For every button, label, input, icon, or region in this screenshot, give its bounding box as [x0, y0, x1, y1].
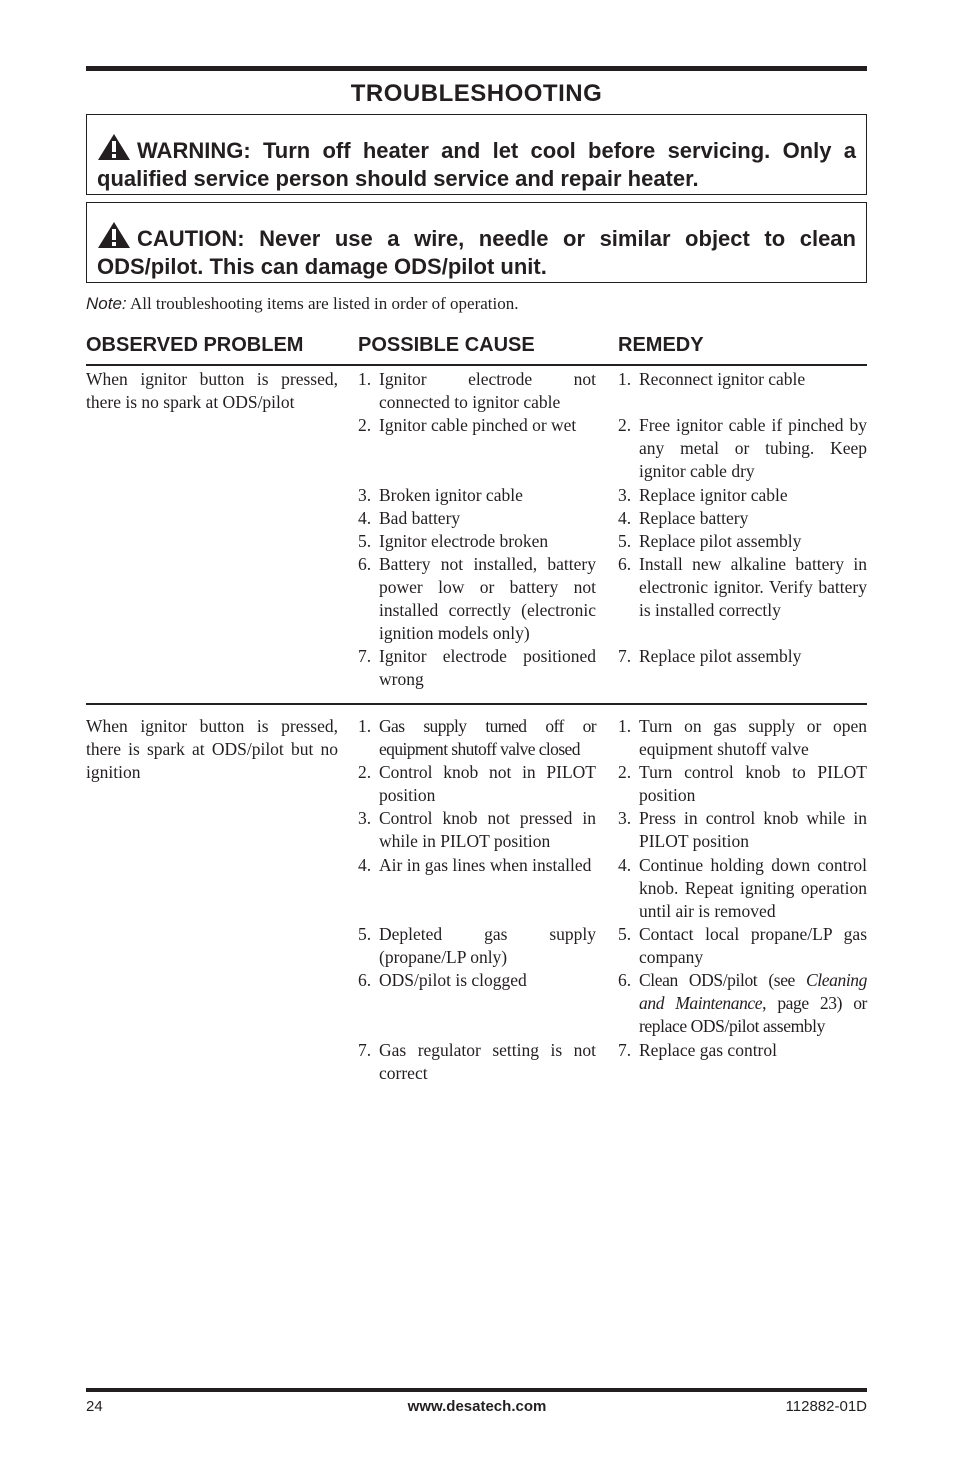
header-observed-problem: OBSERVED PROBLEM: [86, 334, 304, 356]
row-1-remedy-1: 1. Reconnect ignitor cable: [618, 369, 806, 389]
page-title: TROUBLESHOOTING: [350, 80, 603, 107]
row-2-remedy-2: 2. Turn control knob to PILOT position: [618, 762, 867, 805]
row-2-remedy-3: 3. Press in control knob while in PILOT position: [618, 808, 867, 851]
caution-triangle-icon: [97, 221, 131, 249]
top-rule: [86, 66, 867, 71]
note: [86, 294, 519, 314]
row-1-problem: When ignitor button is pressed, there is no spark at ODS/pilot: [86, 369, 338, 412]
row-1-cause-7: 7. Ignitor electrode positioned wrong: [358, 646, 596, 689]
row-1-remedy-2: 2. Free ignitor cable if pinched by any metal or tubing. Keep ignitor cable dry: [618, 415, 867, 481]
row-1-remedy-4: 4. Replace battery: [618, 508, 749, 528]
header-remedy: REMEDY: [618, 334, 704, 356]
row-2-remedy-1: 1. Turn on gas supply or open equipment shutoff valve: [618, 716, 867, 759]
row-1-cause-5: 5. Ignitor electrode broken: [358, 531, 549, 551]
caution-text: Never use a wire, needle or similar object to clean ODS/pilot. This can damage ODS/pilot unit.: [97, 226, 856, 279]
row-1-cause-1: 1. Ignitor electrode not connected to ignitor cable: [358, 369, 596, 412]
website-url: www.desatech.com: [407, 1398, 547, 1415]
warning-text: Turn off heater and let cool before servicing. Only a qualified service person should service and repair heater.: [97, 138, 856, 191]
row-2-remedy-4: 4. Continue holding down control knob. Repeat igniting operation until air is removed: [618, 855, 867, 921]
page-number: 24: [86, 1398, 103, 1415]
document-code: 112882-01D: [785, 1398, 867, 1415]
row-2-cause-3: 3. Control knob not pressed in while in PILOT position: [358, 808, 596, 851]
row-2-cause-1: 1. Gas supply turned off or equipment shutoff valve closed: [358, 716, 596, 759]
row-2-remedy-7: 7. Replace gas control: [618, 1040, 778, 1060]
note-text: All troubleshooting items are listed in order of operation.: [129, 294, 519, 313]
row-1-cause-2: 2. Ignitor cable pinched or wet: [358, 415, 577, 435]
footer-rule: [86, 1388, 867, 1392]
row-1-cause-4: 4. Bad battery: [358, 508, 461, 528]
row-1-remedy-3: 3. Replace ignitor cable: [618, 485, 788, 505]
caution-label: CAUTION:: [137, 226, 245, 251]
row-2-cause-5: 5. Depleted gas supply (propane/LP only): [358, 924, 596, 967]
cross-reference: Cleaning and Maintenance: [639, 970, 867, 1013]
note-label: Note:: [86, 294, 127, 313]
row-2-remedy-6: 6. Clean ODS/pilot (see Cleaning and Maintenance, page 23) or replace ODS/pilot assembly: [618, 970, 867, 1036]
row-2-cause-6: 6. ODS/pilot is clogged: [358, 970, 527, 990]
caution-box: [86, 202, 867, 283]
row-1-cause-6: 6. Battery not installed, battery power low or battery not installed correctly (electronic ignition models only): [358, 554, 596, 643]
warning-triangle-icon: [97, 133, 131, 161]
row-1-remedy-6: 6. Install new alkaline battery in electronic ignitor. Verify battery is installed correctly: [618, 554, 867, 620]
warning-box: [86, 114, 867, 195]
row-2-cause-7: 7. Gas regulator setting is not correct: [358, 1040, 596, 1083]
row-divider: [86, 703, 867, 705]
row-2-remedy-5: 5. Contact local propane/LP gas company: [618, 924, 867, 967]
row-1-remedy-7: 7. Replace pilot assembly: [618, 646, 802, 666]
row-1-remedy-5: 5. Replace pilot assembly: [618, 531, 802, 551]
header-rule: [86, 364, 867, 366]
row-1-cause-3: 3. Broken ignitor cable: [358, 485, 523, 505]
warning-label: WARNING:: [137, 138, 251, 163]
row-2-cause-4: 4. Air in gas lines when installed: [358, 855, 592, 875]
row-2-cause-2: 2. Control knob not in PILOT position: [358, 762, 596, 805]
header-possible-cause: POSSIBLE CAUSE: [358, 334, 535, 356]
row-2-problem: When ignitor button is pressed, there is spark at ODS/pilot but no ignition: [86, 716, 338, 782]
